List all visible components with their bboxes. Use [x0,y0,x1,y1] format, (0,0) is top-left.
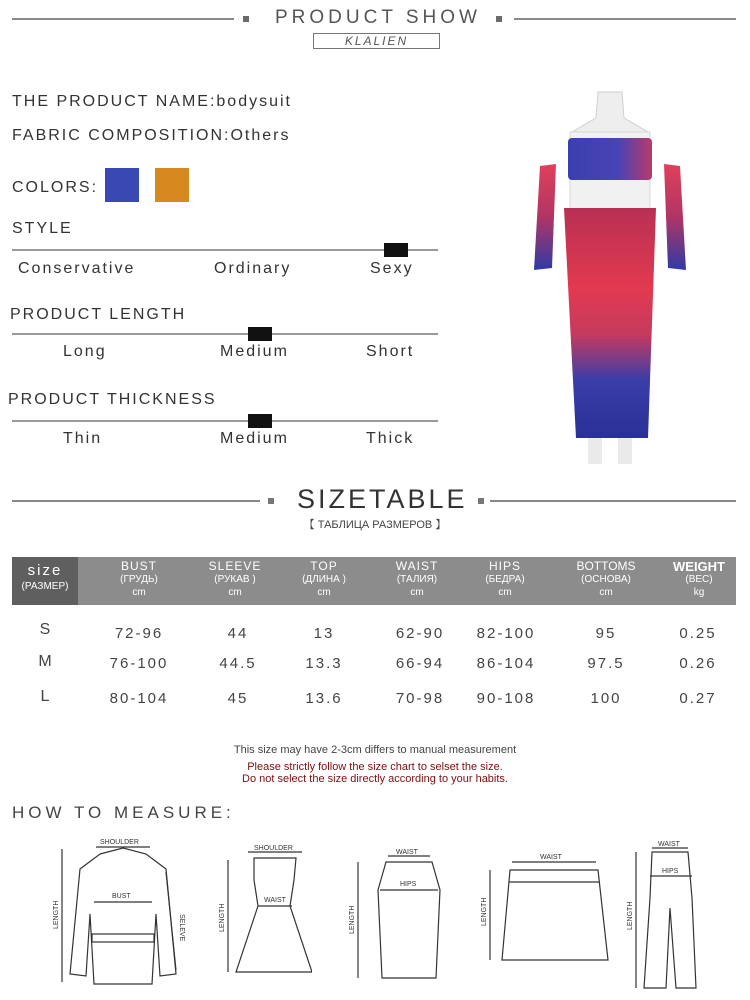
col-size-ru: (РАЗМЕР) [21,581,69,592]
row-size-m: M [38,653,52,670]
col-bust-unit: cm [132,587,146,598]
cell-s-waist: 62-90 [395,625,445,642]
page-title: PRODUCT SHOW [275,7,481,28]
cell-l-weight: 0.27 [679,690,717,707]
size-warning-1: Please strictly follow the size chart to selset the size. [247,761,503,773]
product-name-label: THE PRODUCT NAME: [12,93,217,110]
jacket-sleeve-line [166,872,176,970]
pants-diagram [622,838,702,993]
length-marker [248,327,272,341]
skirt-outline [378,862,440,978]
color-swatch-orange[interactable] [155,168,189,202]
cell-l-sleeve: 45 [227,690,249,707]
fabric-value: Others [230,127,291,144]
col-top-ru: (ДЛИНА ) [302,574,346,585]
jacket-belt [92,934,154,942]
sizetable-title: SIZETABLE [297,484,468,514]
sizetable-rule-left [12,500,260,502]
cell-s-top: 13 [313,625,335,642]
length-scale-line [12,333,438,335]
cell-s-bottoms: 95 [595,625,617,642]
col-hips-label: HIPS [488,559,521,573]
col-bottoms-unit: cm [599,587,613,598]
col-weight-unit: kg [693,587,705,598]
col-weight [664,560,734,599]
jacket-length-label: LENGTH [53,900,60,929]
fabric-label: FABRIC COMPOSITION: [12,127,231,144]
jacket-shoulder-label: SHOULDER [100,839,139,846]
style-scale-line [12,249,438,251]
thickness-option-3: Thick [366,430,415,447]
thickness-scale-line [12,420,438,422]
col-hips-unit: cm [498,587,512,598]
cell-m-hips: 86-104 [476,655,536,672]
col-waist-unit: cm [410,587,424,598]
mannequin-neck [572,92,648,132]
thickness-title: PRODUCT THICKNESS [8,391,217,408]
sizetable-dot-right [478,498,484,504]
mini-length-label: LENGTH [481,897,488,926]
length-option-1: Long [63,343,107,360]
style-option-3: Sexy [370,260,414,277]
mini-skirt-diagram [478,850,618,980]
style-option-1: Conservative [18,260,136,277]
fabric-row [12,127,290,145]
dress-diagram [212,840,312,990]
right-sleeve [664,164,686,270]
brand-name: KLALIEN [313,33,440,49]
dress-waist-label: WAIST [264,897,286,904]
col-size-label: size [27,562,63,579]
size-warning-2: Do not select the size directly according to your habits. [242,773,508,785]
col-bottoms-label: BOTTOMS [576,559,636,573]
cell-l-bust: 80-104 [109,690,169,707]
cell-l-waist: 70-98 [395,690,445,707]
jacket-outline [70,848,176,984]
colors-label: COLORS: [12,179,99,196]
sizetable-subtitle: 【 ТАБЛИЦА РАЗМЕРОВ 】 [303,519,447,531]
cell-s-bust: 72-96 [114,625,164,642]
header-rule-right [514,18,736,20]
col-size [12,557,78,605]
length-option-2: Medium [220,343,289,360]
cell-s-weight: 0.25 [679,625,717,642]
pants-hips-label: HIPS [662,868,679,875]
cell-m-sleeve: 44.5 [219,655,257,672]
skirt-waist-label: WAIST [396,849,418,856]
how-to-measure-title: HOW TO MEASURE: [12,803,235,822]
col-sleeve-label: SLEEVE [208,559,262,573]
thickness-option-1: Thin [63,430,103,447]
cell-s-sleeve: 44 [227,625,249,642]
product-name-value: bodysuit [216,93,292,110]
col-sleeve-ru: (РУКАВ ) [214,574,256,585]
product-photo [520,88,700,468]
col-weight-ru: (ВЕС) [685,574,713,585]
style-title: STYLE [12,220,73,237]
style-option-2: Ordinary [214,260,292,277]
dress-length-label: LENGTH [219,903,226,932]
style-marker [384,243,408,257]
jacket-sleeve-label: SELEVE [178,914,185,942]
skirt-hips-label: HIPS [400,881,417,888]
pants-length-label: LENGTH [627,901,634,930]
jacket-bust-label: BUST [112,893,131,900]
col-bust-label: BUST [120,559,157,573]
col-top-label: TOP [310,559,338,573]
col-hips-ru: (БЕДРА) [485,574,525,585]
maxi-skirt [564,208,656,438]
col-sleeve [198,560,272,599]
thickness-marker [248,414,272,428]
row-size-l: L [40,688,50,705]
skirt-diagram [340,846,450,986]
thickness-option-2: Medium [220,430,289,447]
bandeau-top [568,138,652,180]
col-waist-label: WAIST [395,559,439,573]
col-bust-ru: (ГРУДЬ) [120,574,158,585]
size-note: This size may have 2-3cm differs to manual measurement [233,744,517,756]
mini-outline [502,870,608,960]
cell-l-top: 13.6 [305,690,343,707]
row-size-s: S [39,621,51,638]
col-bottoms-ru: (ОСНОВА) [581,574,631,585]
size-table-header [12,557,736,605]
skirt-length-label: LENGTH [349,905,356,934]
length-title: PRODUCT LENGTH [10,306,187,323]
cell-m-bottoms: 97.5 [587,655,625,672]
jacket-diagram [48,834,198,992]
col-waist-ru: (ТАЛИЯ) [396,574,438,585]
color-swatch-blue[interactable] [105,168,139,202]
dress-outline [236,858,312,972]
header-dot-right [496,16,502,22]
length-option-3: Short [366,343,415,360]
col-bottoms [568,560,644,599]
cell-l-bottoms: 100 [590,690,622,707]
header-dot-left [243,16,249,22]
col-top [288,560,360,599]
col-hips [468,560,542,599]
dress-shoulder-label: SHOULDER [254,845,293,852]
col-waist [380,560,454,599]
cell-m-bust: 76-100 [109,655,169,672]
sizetable-rule-right [490,500,736,502]
col-sleeve-unit: cm [228,587,242,598]
cell-m-waist: 66-94 [395,655,445,672]
product-name-row [12,93,292,111]
mannequin-leg-left [588,438,602,464]
sizetable-dot-left [268,498,274,504]
mannequin-leg-right [618,438,632,464]
header-rule-left [12,18,234,20]
pants-waist-label: WAIST [658,841,680,848]
col-weight-label: WEIGHT [673,559,725,574]
col-bust [100,560,178,599]
col-top-unit: cm [317,587,331,598]
left-sleeve [534,164,556,270]
cell-m-weight: 0.26 [679,655,717,672]
mini-waist-label: WAIST [540,854,562,861]
cell-m-top: 13.3 [305,655,343,672]
cell-s-hips: 82-100 [476,625,536,642]
cell-l-hips: 90-108 [476,690,536,707]
